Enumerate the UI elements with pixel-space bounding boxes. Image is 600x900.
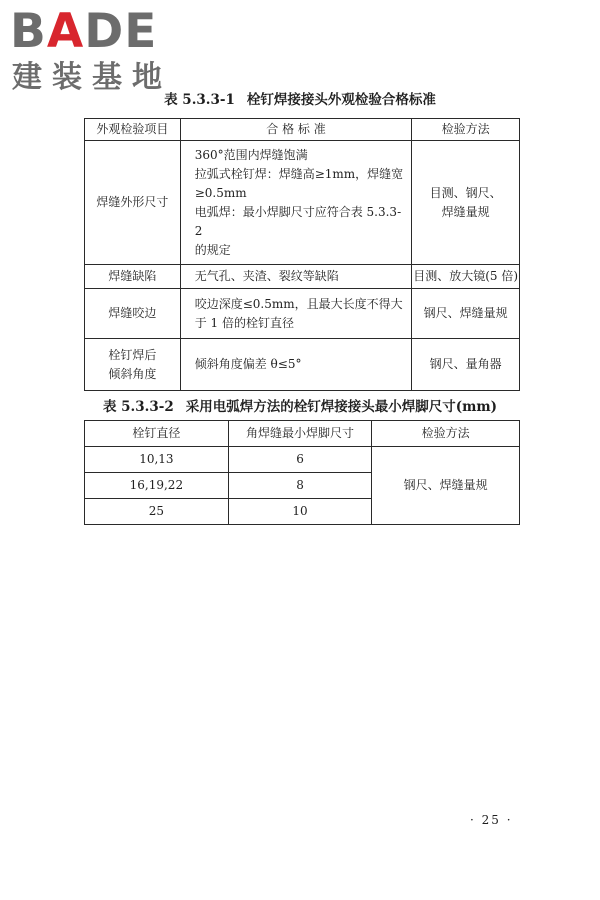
table1-caption [0, 91, 600, 109]
table1-method: 目测、钢尺、 焊缝量规 [412, 141, 520, 265]
table1-method: 钢尺、量角器 [412, 339, 520, 391]
table-row [85, 265, 520, 289]
table2-caption [0, 398, 600, 416]
table1-method: 钢尺、焊缝量规 [412, 289, 520, 339]
table2-number: 表 5.3.3-2 [102, 399, 174, 415]
table1-item: 焊缝咬边 [85, 289, 181, 339]
table-row [85, 339, 520, 391]
table2-diameter: 10,13 [85, 447, 229, 473]
logo-wordmark: BADE [10, 4, 158, 59]
table2-header-cell: 角焊缝最小焊脚尺寸 [228, 421, 372, 447]
table-row [85, 447, 520, 473]
table1-header-cell: 检验方法 [412, 119, 520, 141]
table2-title: 采用电弧焊方法的栓钉焊接接头最小焊脚尺寸(mm) [185, 399, 498, 415]
table1-title: 栓钉焊接接头外观检验合格标准 [246, 92, 436, 108]
table1-header-cell: 外观检验项目 [85, 119, 181, 141]
table2 [84, 420, 520, 525]
table2-header-cell: 检验方法 [372, 421, 520, 447]
table-row [85, 141, 520, 265]
table2-size: 8 [228, 473, 372, 499]
table1-item: 栓钉焊后 倾斜角度 [85, 339, 181, 391]
table2-method: 钢尺、焊缝量规 [372, 447, 520, 525]
table1-criteria: 倾斜角度偏差 θ≤5° [180, 339, 412, 391]
table2-header-cell: 栓钉直径 [85, 421, 229, 447]
table2-size: 10 [228, 499, 372, 525]
logo-chinese: 建装基地 [12, 60, 172, 95]
page-number: · 25 · [470, 813, 513, 827]
table2-size: 6 [228, 447, 372, 473]
table1-method: 目测、放大镜(5 倍) [412, 265, 520, 289]
table2-header-row [85, 421, 520, 447]
table1-item: 焊缝缺陷 [85, 265, 181, 289]
bade-logo [10, 6, 180, 98]
table1-number: 表 5.3.3-1 [164, 92, 235, 108]
table2-diameter: 25 [85, 499, 229, 525]
table-row [85, 289, 520, 339]
table1-criteria: 无气孔、夹渣、裂纹等缺陷 [180, 265, 412, 289]
table2-diameter: 16,19,22 [85, 473, 229, 499]
table1-header-cell: 合 格 标 准 [180, 119, 412, 141]
table1-header-row [85, 119, 520, 141]
table1 [84, 118, 520, 391]
table1-item: 焊缝外形尺寸 [85, 141, 181, 265]
table1-criteria: 360°范围内焊缝饱满 拉弧式栓钉焊：焊缝高≥1mm，焊缝宽 ≥0.5mm 电弧焊：最小焊脚尺寸应符合表 5.3.3-2 的规定 [180, 141, 412, 265]
table1-criteria: 咬边深度≤0.5mm，且最大长度不得大 于 1 倍的栓钉直径 [180, 289, 412, 339]
